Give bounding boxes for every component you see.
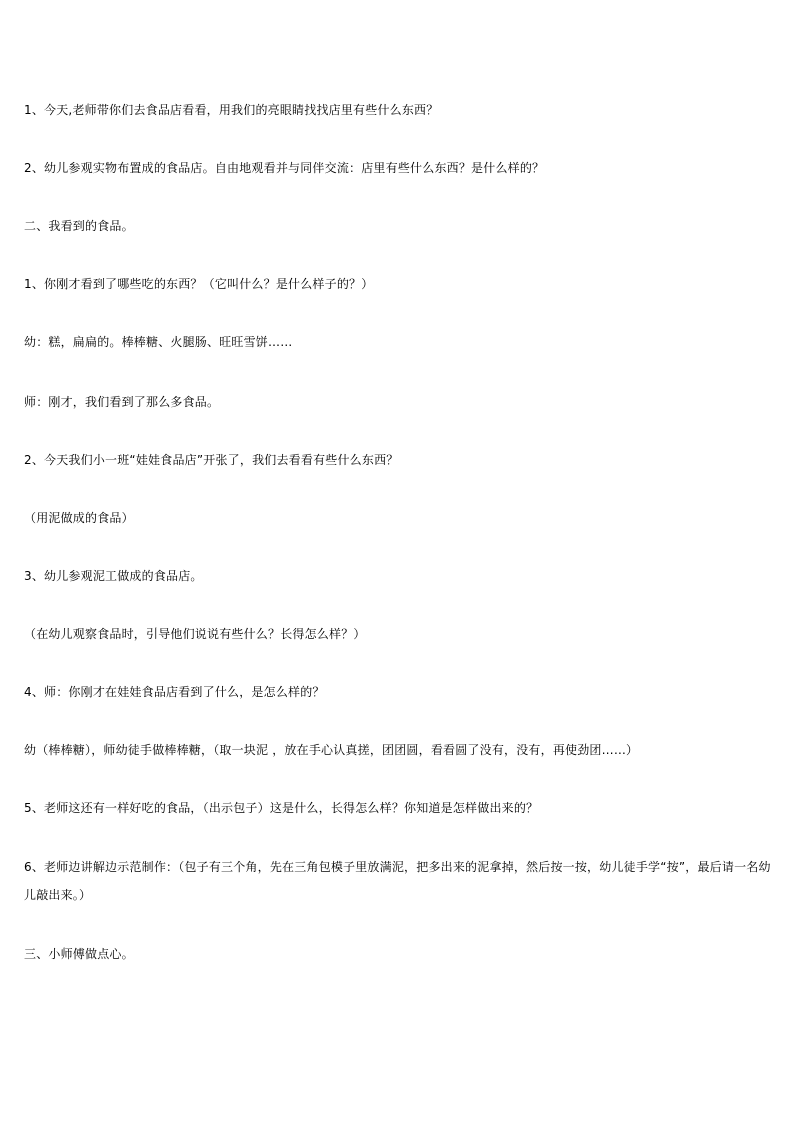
paragraph-12: 5、老师这还有一样好吃的食品，（出示包子）这是什么，长得怎么样？你知道是怎样做出来的？ [24,801,539,815]
paragraph-3: 1、你刚才看到了哪些吃的东西？（它叫什么？是什么样子的？） [24,277,374,291]
paragraph-1: 1、今天,老师带你们去食品店看看，用我们的亮眼睛找找店里有些什么东西？ [24,103,439,117]
section-heading-3: 三、小师傅做点心。 [24,947,134,961]
paragraph-5: 师：刚才，我们看到了那么多食品。 [24,395,220,409]
paragraph-11: 幼（棒棒糖），师幼徒手做棒棒糖，（取一块泥 ，放在手心认真搓，团团圆，看看圆了没有，没有，再使劲团……） [24,743,639,757]
paragraph-2: 2、幼儿参观实物布置成的食品店。自由地观看并与同伴交流：店里有些什么东西？是什么样的？ [24,161,545,175]
section-heading-2: 二、我看到的食品。 [24,219,134,233]
paragraph-13: 6、老师边讲解边示范制作：（包子有三个角，先在三角包模子里放满泥，把多出来的泥拿掉，然后按一按，幼儿徒手学“按”，最后请一名幼儿敲出来。） [24,860,771,902]
paragraph-8: 3、幼儿参观泥工做成的食品店。 [24,569,203,583]
paragraph-7: （用泥做成的食品） [24,511,134,525]
paragraph-9: （在幼儿观察食品时，引导他们说说有些什么？长得怎么样？） [24,627,366,641]
paragraph-10: 4、师：你刚才在娃娃食品店看到了什么，是怎么样的？ [24,685,325,699]
paragraph-4: 幼：糕，扁扁的。棒棒糖、火腿肠、旺旺雪饼…… [24,335,293,349]
paragraph-6: 2、今天我们小一班“娃娃食品店”开张了，我们去看看有些什么东西？ [24,453,399,467]
